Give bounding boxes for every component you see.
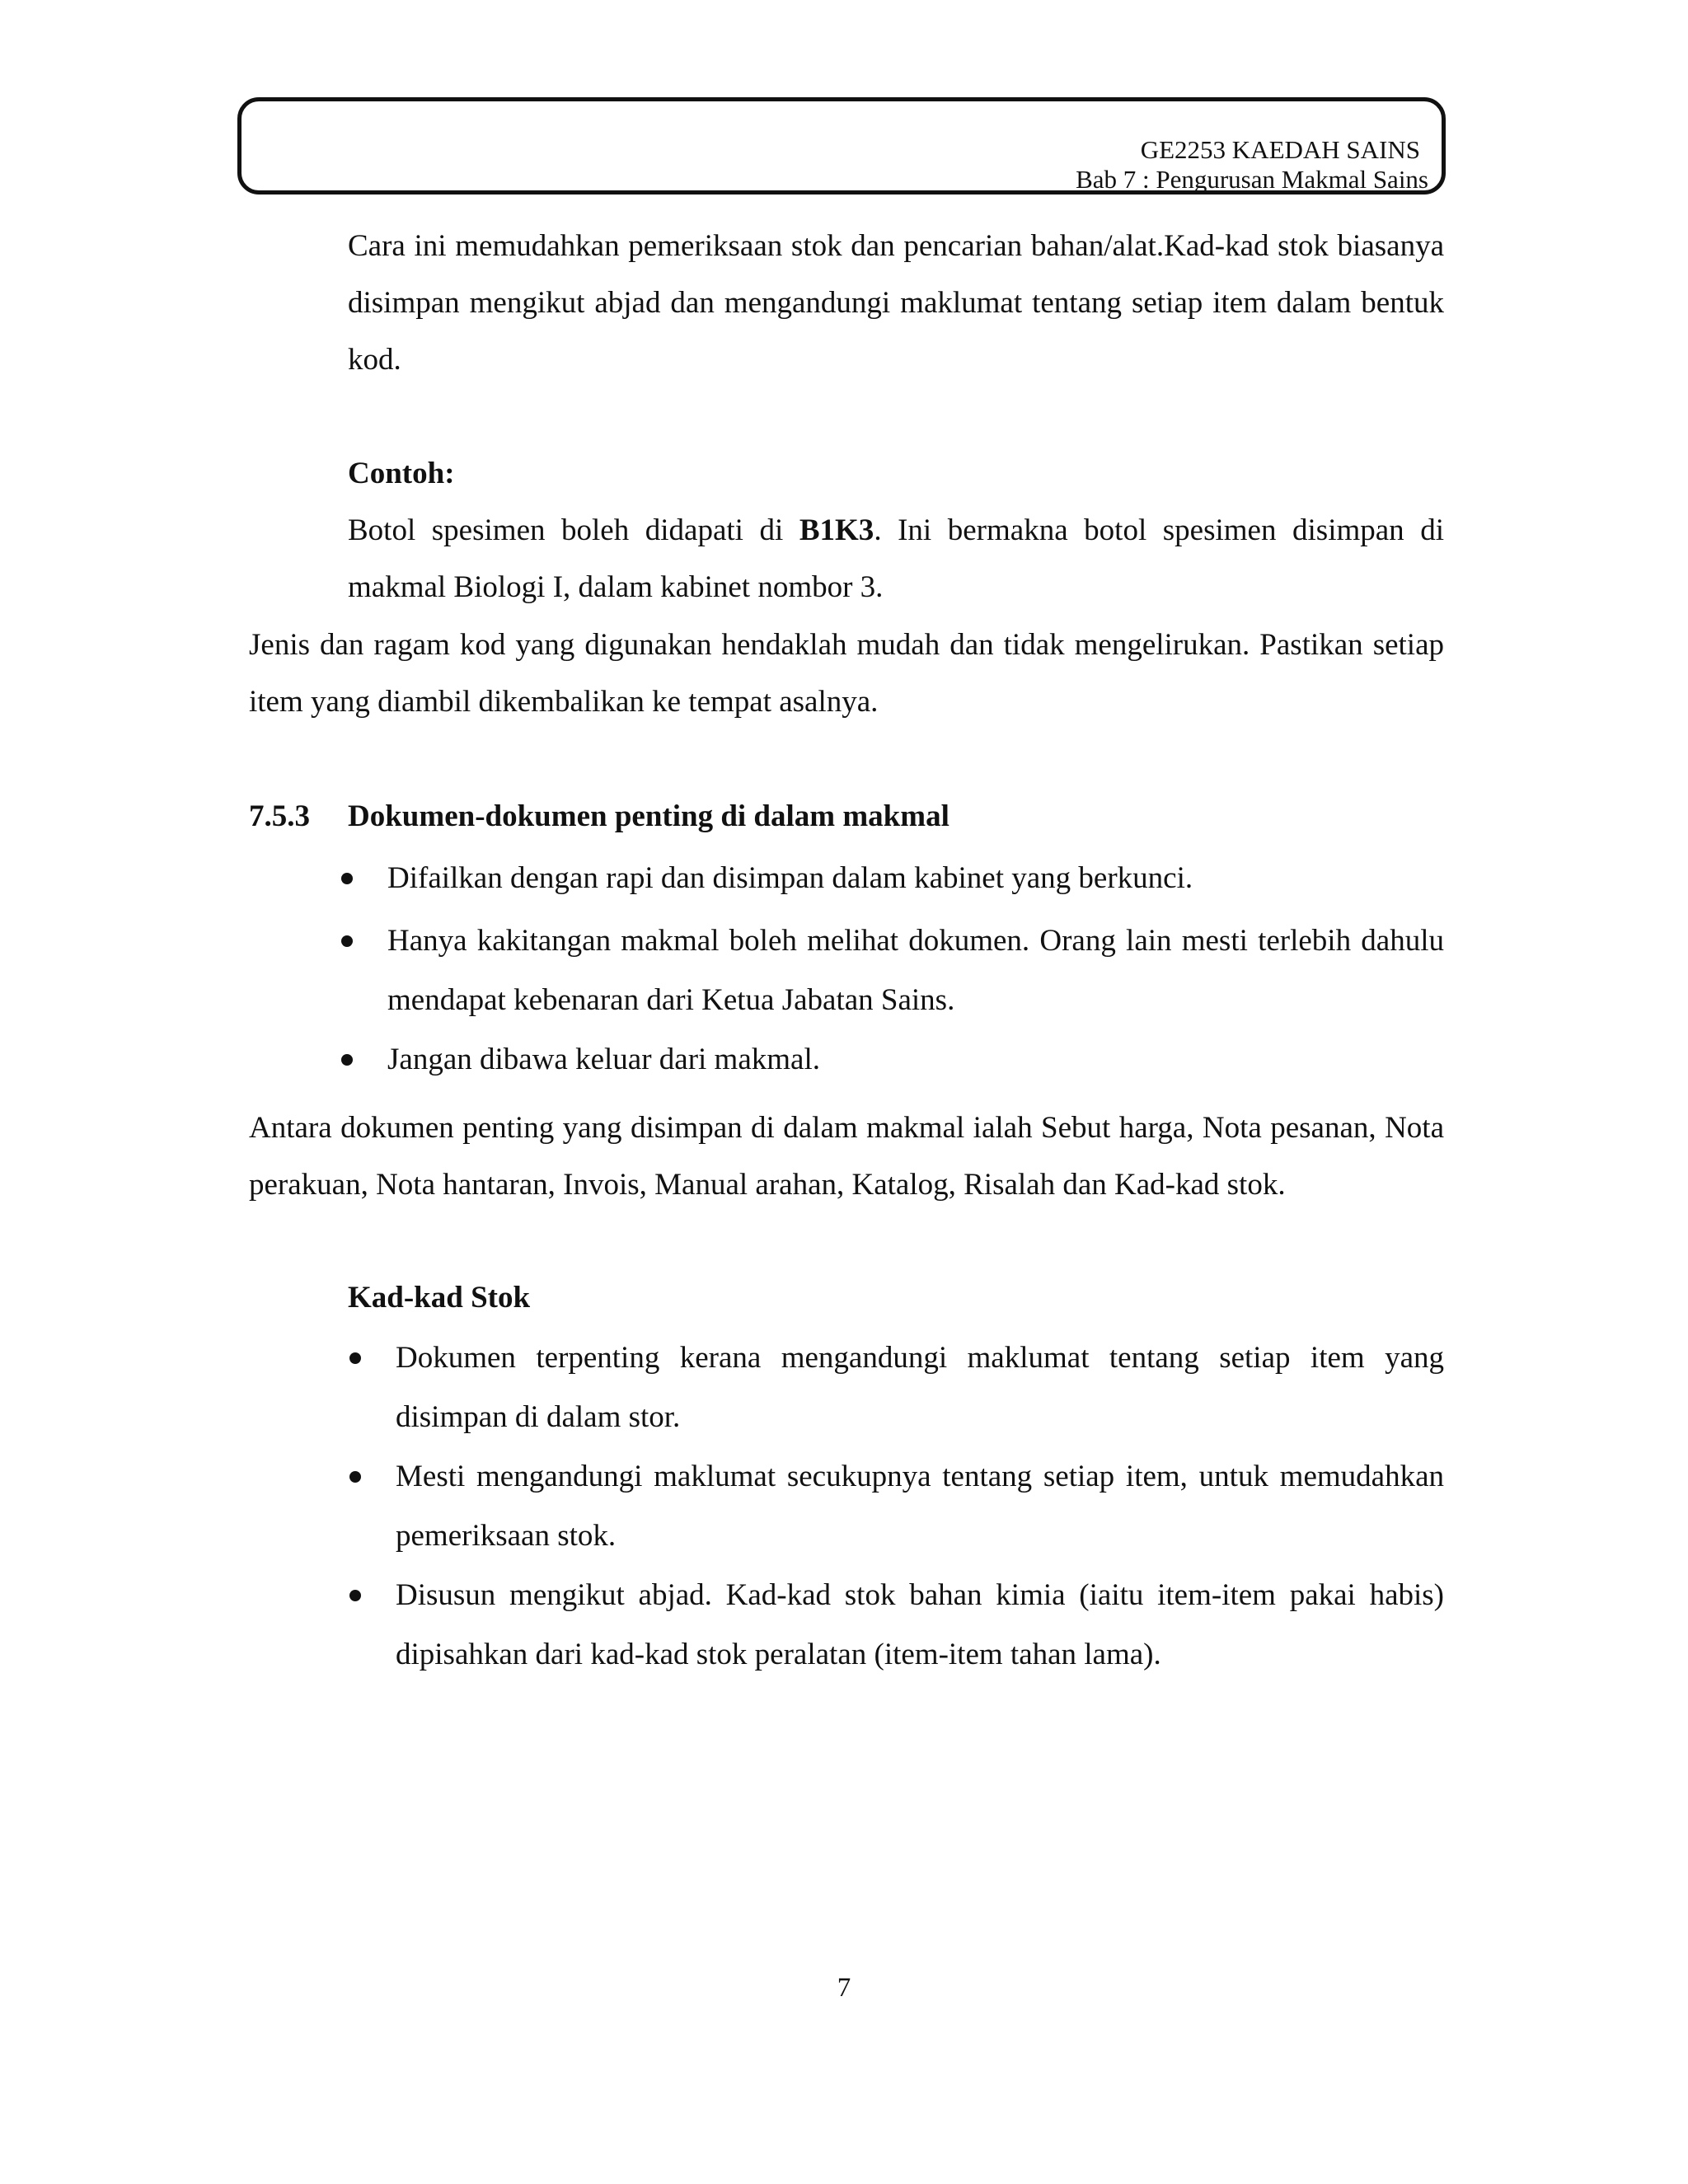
bullet-icon xyxy=(349,1352,361,1364)
list-item xyxy=(396,1566,1444,1685)
bullet-icon xyxy=(341,873,353,884)
list-item xyxy=(396,1329,1444,1447)
list-item-text: Disusun mengikut abjad. Kad-kad stok bahan kimia (iaitu item-item pakai habis) dipisahkan dari kad-kad stok peralatan (item-item tahan lama). xyxy=(396,1578,1444,1671)
section-title: Dokumen-dokumen penting di dalam makmal xyxy=(348,799,950,833)
list-item-text: Dokumen terpenting kerana mengandungi maklumat tentang setiap item yang disimpan di dalam stor. xyxy=(396,1341,1444,1434)
section-number: 7.5.3 xyxy=(249,799,310,833)
header-chapter: Bab 7 : Pengurusan Makmal Sains xyxy=(1076,165,1428,194)
page-number: 7 xyxy=(837,1973,851,2003)
list-item-text: Mesti mengandungi maklumat secukupnya tentang setiap item, untuk memudahkan pemeriksaan stok. xyxy=(396,1460,1444,1553)
documents-paragraph: Antara dokumen penting yang disimpan di dalam makmal ialah Sebut harga, Nota pesanan, Nota perakuan, Nota hantaran, Invois, Manual arahan, Katalog, Risalah dan Kad-kad stok. xyxy=(249,1111,1444,1202)
page-header xyxy=(237,97,1446,194)
list-item xyxy=(387,1030,1444,1090)
stock-cards-title: Kad-kad Stok xyxy=(348,1281,531,1315)
header-course: GE2253 KAEDAH SAINS xyxy=(1140,135,1420,164)
list-item-text: Hanya kakitangan makmal boleh melihat dokumen. Orang lain mesti terlebih dahulu mendapat kebenaran dari Ketua Jabatan Sains. xyxy=(387,924,1444,1017)
code-paragraph: Jenis dan ragam kod yang digunakan hendaklah mudah dan tidak mengelirukan. Pastikan setiap item yang diambil dikembalikan ke tempat asalnya. xyxy=(249,628,1444,719)
section-heading xyxy=(249,788,950,845)
list-item-text: Jangan dibawa keluar dari makmal. xyxy=(387,1043,820,1076)
bullet-icon xyxy=(341,935,353,947)
stock-cards-bullet-list xyxy=(396,1329,1444,1685)
example-code: B1K3 xyxy=(799,513,874,547)
example-paragraph xyxy=(348,502,1444,616)
list-item-text: Difailkan dengan rapi dan disimpan dalam kabinet yang berkunci. xyxy=(387,861,1193,895)
bullet-icon xyxy=(349,1471,361,1483)
list-item xyxy=(387,912,1444,1030)
list-item xyxy=(387,849,1444,908)
bullet-icon xyxy=(341,1054,353,1066)
example-text-after: . Ini bermakna botol spesimen disimpan di makmal Biologi I, dalam kabinet nombor 3. xyxy=(348,513,1445,604)
example-label: Contoh: xyxy=(348,457,455,490)
section-bullet-list xyxy=(387,849,1444,1090)
example-text-before: Botol spesimen boleh didapati di xyxy=(348,513,799,547)
list-item xyxy=(396,1447,1444,1566)
bullet-icon xyxy=(349,1590,361,1601)
intro-paragraph: Cara ini memudahkan pemeriksaan stok dan pencarian bahan/alat.Kad-kad stok biasanya disimpan mengikut abjad dan mengandungi maklumat tentang setiap item dalam bentuk kod. xyxy=(348,229,1444,377)
